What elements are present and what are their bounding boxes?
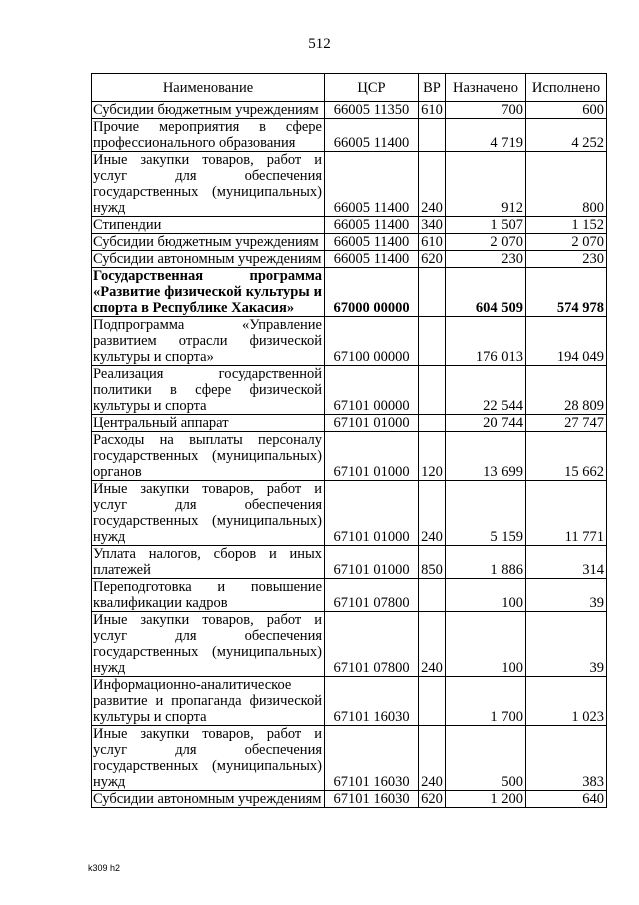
- table-header-row: [92, 74, 607, 102]
- row-executed-cell: 11 771: [526, 481, 607, 546]
- row-csr-cell: 67101 16030: [325, 791, 419, 808]
- row-name-cell: Прочие мероприятия в сфере профессионального образования: [92, 119, 325, 152]
- row-planned-cell: 604 509: [446, 268, 526, 317]
- row-planned-cell: 2 070: [446, 234, 526, 251]
- row-csr-cell: 67101 07800: [325, 579, 419, 612]
- table-row: [92, 366, 607, 415]
- row-vr-cell: 620: [419, 251, 446, 268]
- row-csr-cell: 67000 00000: [325, 268, 419, 317]
- row-csr-cell: 67101 01000: [325, 546, 419, 579]
- row-executed-cell: 39: [526, 579, 607, 612]
- row-planned-cell: 912: [446, 152, 526, 217]
- row-csr-cell: 67101 16030: [325, 726, 419, 791]
- row-csr-cell: 66005 11400: [325, 217, 419, 234]
- row-executed-cell: 640: [526, 791, 607, 808]
- row-executed-cell: 4 252: [526, 119, 607, 152]
- row-vr-cell: 240: [419, 152, 446, 217]
- row-csr-cell: 67101 01000: [325, 432, 419, 481]
- row-name-cell: Уплата налогов, сборов и иных платежей: [92, 546, 325, 579]
- row-executed-cell: 1 152: [526, 217, 607, 234]
- row-planned-cell: 1 700: [446, 677, 526, 726]
- header-name: Наименование: [92, 74, 325, 102]
- row-executed-cell: 230: [526, 251, 607, 268]
- row-vr-cell: [419, 677, 446, 726]
- row-csr-cell: 67101 01000: [325, 415, 419, 432]
- row-vr-cell: 610: [419, 234, 446, 251]
- table-row: [92, 317, 607, 366]
- row-name-cell: Иные закупки товаров, работ и услуг для обеспечения государственных (муниципальных) нужд: [92, 726, 325, 791]
- row-executed-cell: 15 662: [526, 432, 607, 481]
- table-row: [92, 612, 607, 677]
- table-row: [92, 791, 607, 808]
- row-vr-cell: 120: [419, 432, 446, 481]
- row-name-cell: Государственная программа «Развитие физической культуры и спорта в Республике Хакасия»: [92, 268, 325, 317]
- row-executed-cell: 28 809: [526, 366, 607, 415]
- row-csr-cell: 66005 11350: [325, 102, 419, 119]
- row-csr-cell: 67101 07800: [325, 612, 419, 677]
- header-planned: Назначено: [446, 74, 526, 102]
- row-executed-cell: 800: [526, 152, 607, 217]
- header-csr: ЦСР: [325, 74, 419, 102]
- row-vr-cell: [419, 366, 446, 415]
- row-planned-cell: 100: [446, 612, 526, 677]
- row-vr-cell: [419, 579, 446, 612]
- row-name-cell: Центральный аппарат: [92, 415, 325, 432]
- header-executed: Исполнено: [526, 74, 607, 102]
- table-row: [92, 102, 607, 119]
- row-csr-cell: 67101 00000: [325, 366, 419, 415]
- row-executed-cell: 2 070: [526, 234, 607, 251]
- row-executed-cell: 383: [526, 726, 607, 791]
- row-executed-cell: 39: [526, 612, 607, 677]
- row-vr-cell: [419, 317, 446, 366]
- row-executed-cell: 27 747: [526, 415, 607, 432]
- row-vr-cell: 340: [419, 217, 446, 234]
- row-planned-cell: 176 013: [446, 317, 526, 366]
- table-row: [92, 546, 607, 579]
- table-row: [92, 268, 607, 317]
- table-row: [92, 234, 607, 251]
- row-csr-cell: 67101 01000: [325, 481, 419, 546]
- row-name-cell: Субсидии автономным учреждениям: [92, 791, 325, 808]
- row-vr-cell: 610: [419, 102, 446, 119]
- row-csr-cell: 66005 11400: [325, 119, 419, 152]
- row-planned-cell: 13 699: [446, 432, 526, 481]
- table-row: [92, 726, 607, 791]
- header-vr: ВР: [419, 74, 446, 102]
- row-planned-cell: 1 200: [446, 791, 526, 808]
- row-planned-cell: 100: [446, 579, 526, 612]
- row-csr-cell: 66005 11400: [325, 251, 419, 268]
- row-planned-cell: 20 744: [446, 415, 526, 432]
- row-planned-cell: 22 544: [446, 366, 526, 415]
- table-row: [92, 217, 607, 234]
- row-planned-cell: 500: [446, 726, 526, 791]
- row-planned-cell: 230: [446, 251, 526, 268]
- row-name-cell: Информационно-аналитическое развитие и пропаганда физической культуры и спорта: [92, 677, 325, 726]
- row-name-cell: Иные закупки товаров, работ и услуг для обеспечения государственных (муниципальных) нужд: [92, 612, 325, 677]
- row-name-cell: Подпрограмма «Управление развитием отрасли физической культуры и спорта»: [92, 317, 325, 366]
- table-row: [92, 481, 607, 546]
- row-planned-cell: 700: [446, 102, 526, 119]
- table-row: [92, 119, 607, 152]
- budget-table: [91, 73, 607, 808]
- row-name-cell: Иные закупки товаров, работ и услуг для обеспечения государственных (муниципальных) нужд: [92, 481, 325, 546]
- row-executed-cell: 194 049: [526, 317, 607, 366]
- row-vr-cell: 240: [419, 612, 446, 677]
- row-csr-cell: 66005 11400: [325, 234, 419, 251]
- table-row: [92, 152, 607, 217]
- row-name-cell: Стипендии: [92, 217, 325, 234]
- row-name-cell: Субсидии бюджетным учреждениям: [92, 102, 325, 119]
- row-name-cell: Субсидии бюджетным учреждениям: [92, 234, 325, 251]
- table-row: [92, 579, 607, 612]
- row-vr-cell: 240: [419, 481, 446, 546]
- row-executed-cell: 314: [526, 546, 607, 579]
- row-csr-cell: 67101 16030: [325, 677, 419, 726]
- row-vr-cell: [419, 119, 446, 152]
- row-planned-cell: 1 507: [446, 217, 526, 234]
- row-name-cell: Расходы на выплаты персоналу государственных (муниципальных) органов: [92, 432, 325, 481]
- row-vr-cell: [419, 268, 446, 317]
- row-executed-cell: 574 978: [526, 268, 607, 317]
- row-executed-cell: 600: [526, 102, 607, 119]
- page-number: 512: [308, 36, 331, 52]
- row-planned-cell: 4 719: [446, 119, 526, 152]
- row-name-cell: Переподготовка и повышение квалификации кадров: [92, 579, 325, 612]
- row-planned-cell: 5 159: [446, 481, 526, 546]
- table-row: [92, 677, 607, 726]
- document-footer-code: k309 h2: [88, 863, 121, 873]
- row-executed-cell: 1 023: [526, 677, 607, 726]
- table-row: [92, 251, 607, 268]
- row-csr-cell: 66005 11400: [325, 152, 419, 217]
- row-vr-cell: 240: [419, 726, 446, 791]
- row-vr-cell: 850: [419, 546, 446, 579]
- row-name-cell: Иные закупки товаров, работ и услуг для обеспечения государственных (муниципальных) нужд: [92, 152, 325, 217]
- row-csr-cell: 67100 00000: [325, 317, 419, 366]
- table-body: [92, 102, 607, 808]
- row-vr-cell: 620: [419, 791, 446, 808]
- row-vr-cell: [419, 415, 446, 432]
- row-name-cell: Реализация государственной политики в сфере физической культуры и спорта: [92, 366, 325, 415]
- row-name-cell: Субсидии автономным учреждениям: [92, 251, 325, 268]
- row-planned-cell: 1 886: [446, 546, 526, 579]
- table-row: [92, 432, 607, 481]
- table-row: [92, 415, 607, 432]
